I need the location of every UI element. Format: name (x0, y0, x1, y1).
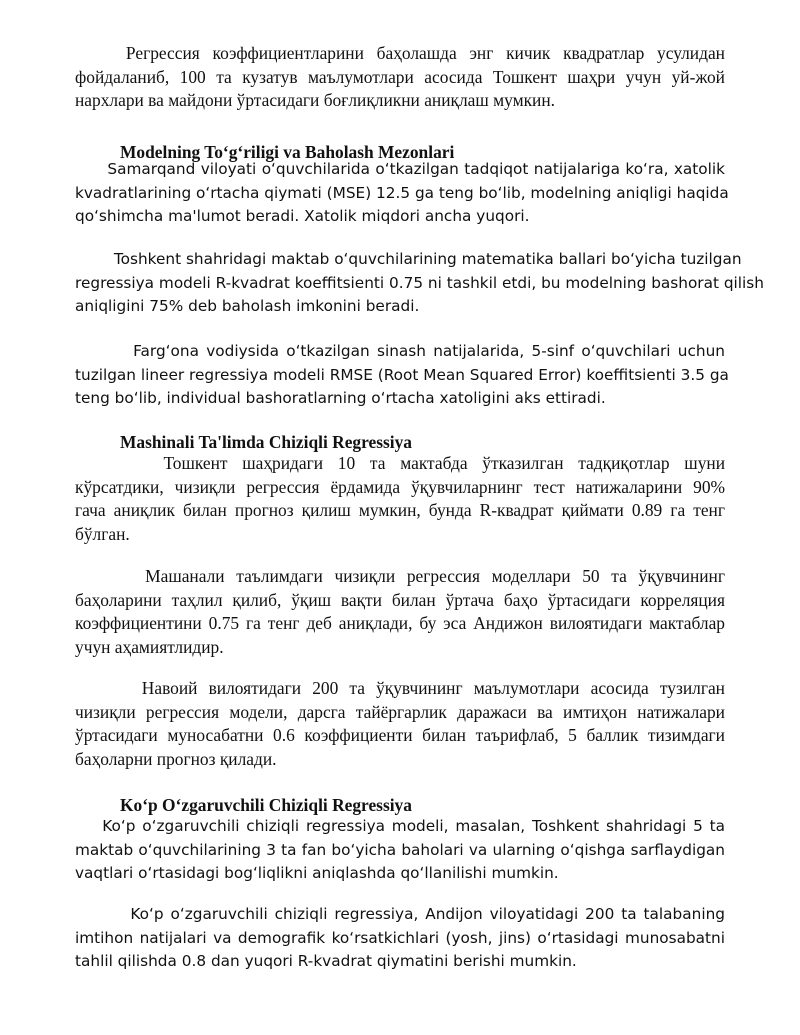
paragraph-line: баҳоларини таҳлил қилиб, ўқиш вақти билан ўртача баҳо ўртасидаги корреляция (75, 589, 725, 610)
paragraph-line: фойдаланиб, 100 та кузатув маълумотлари асосида Тошкент шаҳри учун уй-жой (75, 66, 725, 87)
section-heading-model-accuracy: Modelning Toʻgʻriligi va Baholash Mezonlari (120, 142, 455, 162)
paragraph-house-prices (75, 42, 725, 113)
paragraph-toshkent-r-squared (75, 248, 764, 319)
paragraph-line: regressiya modeli R-kvadrat koeffitsienti 0.75 ni tashkil etdi, bu modelning bashorat qilish (75, 273, 764, 292)
paragraph-line: коэффициентини 0.75 га тенг деб аниқлади, бу эса Андижон вилоятидаги мактаблар (75, 613, 725, 634)
paragraph-line: qoʻshimcha ma'lumot beradi. Xatolik miqdori ancha yuqori. (75, 207, 530, 226)
paragraph-line: бўлган. (75, 523, 130, 544)
paragraph-line: tahlil qilishda 0.8 dan yuqori R-kvadrat qiymatini berishi mumkin. (75, 952, 577, 971)
paragraph-navoiy-model (75, 677, 725, 771)
paragraph-line: чизиқли регрессия модели, дарсга тайёргарлик даражаси ва имтиҳон натижалари (75, 701, 725, 722)
paragraph-line: Koʻp oʻzgaruvchili chiziqli regressiya modeli, masalan, Toshkent shahridagi 5 ta (75, 817, 725, 835)
paragraph-samarqand-mse (75, 158, 729, 229)
section-heading-multivariate: Koʻp Oʻzgaruvchili Chiziqli Regressiya (120, 795, 412, 815)
paragraph-line: imtihon natijalari va demografik koʻrsatkichlari (yosh, jins) oʻrtasidagi munosabatni (75, 928, 725, 947)
paragraph-toshkent-schools (75, 452, 725, 546)
paragraph-line: aniqligini 75% deb baholash imkonini beradi. (75, 297, 420, 316)
paragraph-line: гача аниқлик билан прогноз қилиш мумкин, бунда R-квадрат қиймати 0.89 га тенг (75, 500, 725, 521)
paragraph-line: Toshkent shahridagi maktab oʻquvchilarining matematika ballari boʻyicha tuzilgan (75, 250, 742, 268)
paragraph-line: tuzilgan lineer regressiya modeli RMSE (Root Mean Squared Error) koeffitsienti 3.5 ga (75, 365, 729, 384)
paragraph-line: баҳоларни прогноз қилади. (75, 748, 277, 769)
paragraph-line: teng boʻlib, individual bashoratlarning oʻrtacha xatoligini aks ettiradi. (75, 389, 606, 408)
paragraph-multivariate-andijon (75, 903, 725, 974)
paragraph-line: kvadratlarining oʻrtacha qiymati (MSE) 12.5 ga teng boʻlib, modelning aniqligi haqida (75, 183, 729, 202)
paragraph-line: учун аҳамиятлидир. (75, 636, 224, 657)
paragraph-line: Fargʻona vodiysida oʻtkazilgan sinash natijalarida, 5-sinf oʻquvchilari uchun (75, 342, 725, 360)
paragraph-multivariate-toshkent (75, 815, 725, 886)
paragraph-line: нархлари ва майдони ўртасидаги боғлиқликни аниқлаш мумкин. (75, 90, 556, 111)
paragraph-line: Samarqand viloyati oʻquvchilarida oʻtkazilgan tadqiqot natijalariga koʻra, xatolik (75, 160, 725, 178)
paragraph-line: maktab oʻquvchilarining 3 ta fan boʻyicha baholari va ularning oʻqishga sarflaydigan (75, 840, 725, 859)
paragraph-fargona-rmse (75, 340, 729, 411)
paragraph-line: Машанали таълимдаги чизиқли регрессия моделлари 50 та ўқувчининг (75, 566, 725, 586)
paragraph-line: vaqtlari oʻrtasidagi bogʻliqlikni aniqlashda qoʻllanilishi mumkin. (75, 864, 559, 883)
paragraph-line: Тошкент шаҳридаги 10 та мактабда ўтказилган тадқиқотлар шуни (75, 453, 725, 473)
paragraph-andijon-correlation (75, 565, 725, 659)
paragraph-line: ўртасидаги муносабатни 0.6 коэффициенти билан таърифлаб, 5 баллик тизимдаги (75, 725, 725, 746)
section-heading-machine-learning: Mashinali Ta'limda Chiziqli Regressiya (120, 432, 412, 452)
paragraph-line: Koʻp oʻzgaruvchili chiziqli regressiya, Andijon viloyatidagi 200 ta talabaning (75, 905, 725, 923)
paragraph-line: Регрессия коэффициентларини баҳолашда энг кичик квадратлар усулидан (75, 43, 725, 63)
paragraph-line: Навоий вилоятидаги 200 та ўқувчининг маълумотлари асосида тузилган (75, 678, 725, 698)
paragraph-line: кўрсатдики, чизиқли регрессия ёрдамида ўқувчиларнинг тест натижаларини 90% (75, 476, 725, 497)
